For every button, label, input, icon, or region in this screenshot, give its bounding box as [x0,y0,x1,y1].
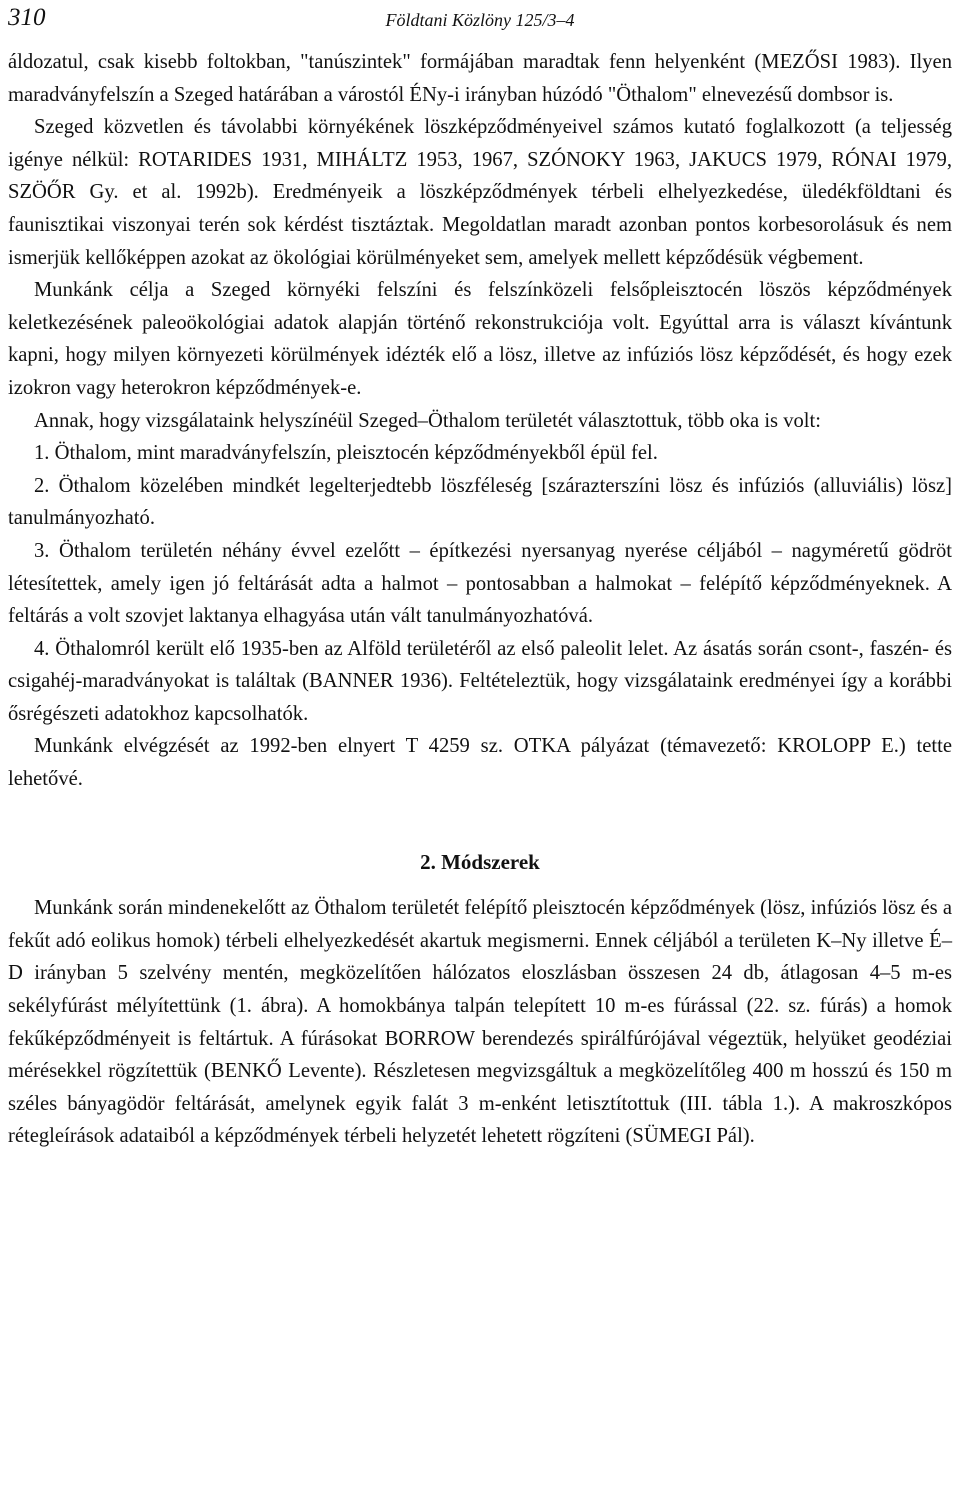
paragraph-previous-research: Szeged közvetlen és távolabbi környékének löszképződményeivel számos kutató foglalkozott (a teljesség igénye nélkül: ROTARIDES 1931, MIHÁLTZ 1953, 1967, SZÓNOKY 1963, JAKUCS 1979, RÓNAI 1979, SZÖŐR Gy. et al. 1992b). Eredményeik a löszképződmények térbeli elhelyezkedése, üledékföldtani és faunisztikai viszonyai terén sok kérdést tisztáztak. Megoldatlan maradt azonban pontos korbesorolásuk és nem ismerjük kellőképpen azokat az ökológiai körülményeket sem, amelyek mellett képződésük végbement. [8,116,952,269]
list-item-1: 1. Öthalom, mint maradványfelszín, pleisztocén képződményekből épül fel. [34,442,658,465]
list-item-2: 2. Öthalom közelében mindkét legelterjedtebb löszféleség [szárazterszíni lösz és infúziós (alluviális) lösz] tanulmányozható. [8,474,952,530]
page-header [8,4,952,34]
paragraph-aim: Munkánk célja a Szeged környéki felszíni és felszínközeli felsőpleisztocén löszös képződmények keletkezésének paleoökológiai adatok alapján történő rekonstrukciója volt. Egyúttal arra is választ kívántunk kapni, hogy milyen környezeti körülmények idézték elő a lösz, illetve az infúziós lösz képződését, és hogy ezek izokron vagy heterokron képződmények-e. [8,279,952,399]
section-heading: 2. Módszerek [420,849,540,874]
paragraph-methods: Munkánk során mindenekelőtt az Öthalom területét felépítő pleisztocén képződmények (lösz, infúziós lösz és a fekűt adó eolikus homok) térbeli elhelyezkedését akartuk megismerni. Ennek céljából a területen K–Ny illetve É–D irányban 5 szelvény mentén, megközelítően hálózatos eloszlásban összesen 24 db, átlagosan 4–5 m-es sekélyfúrást mélyítettünk (1. ábra). A homokbánya talpán telepített 10 m-es fúrással (22. sz. fúrás) a homok fekűképződményeit is feltártuk. A fúrásokat BORROW berendezés spirálfúrójával végeztük, helyüket geodéziai mérésekkel rögzítettük (BENKŐ Levente). Részletesen megvizsgáltuk a megközelítőleg 400 m hosszú és 150 m széles bányagödör feltárását, amelynek egyik falát 3 m-enként letisztítottuk (III. tábla 1.). A makroszkópos rétegleírások adataiból a képződmények térbeli helyzetét lehetett rögzíteni (SÜMEGI Pál). [8,897,952,1148]
paragraph-continuation: áldozatul, csak kisebb foltokban, "tanúszintek" formájában maradtak fenn helyenként (MEZŐSI 1983). Ilyen maradványfelszín a Szeged határában a várostól ÉNy-i irányban húzódó "Öthalom" elnevezésű dombsor is. [8,51,952,106]
journal-title: Földtani Közlöny 125/3–4 [385,10,575,30]
article-body [8,46,952,1153]
page-number: 310 [8,4,46,31]
paragraph-reasons-intro: Annak, hogy vizsgálataink helyszínéül Szeged–Öthalom területét választottuk, több oka is volt: [34,409,821,432]
list-item-3: 3. Öthalom területén néhány évvel ezelőtt – építkezési nyersanyag nyerése céljából – nagyméretű gödröt létesítettek, amely igen jó feltárását adta a halmot – pontosabban a halmokat – felépítő képződményeknek. A feltárás a volt szovjet laktanya elhagyása után vált tanulmányozhatóvá. [8,539,952,628]
list-item-4: 4. Öthalomról került elő 1935-ben az Alföld területéről az első paleolit lelet. Az ásatás során csont-, faszén- és csigahéj-maradványokat is találtak (BANNER 1936). Feltételeztük, hogy vizsgálataink eredményei így a korábbi ősrégészeti adatokhoz kapcsolhatók. [8,637,952,725]
paragraph-funding: Munkánk elvégzését az 1992-ben elnyert T 4259 sz. OTKA pályázat (témavezető: KROLOPP E.) tette lehetővé. [8,735,952,791]
